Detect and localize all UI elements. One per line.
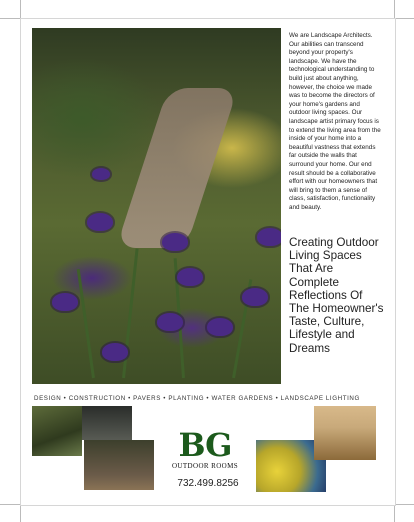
garden-photo bbox=[32, 28, 281, 384]
iris-flower bbox=[52, 293, 78, 311]
intro-paragraph: We are Landscape Architects. Our abilities can transcend beyond your property's landscape. We have the technological understanding to build just about anything, however, the choice we made was to become the directors of your home's gardens and outdoor living spaces. Our landscape artist primary focus is to extend the living area from the inside of your home into a beautiful vastness that extends far outside the walls that surround your home. Our end result should be a collaborative effort with our homeowners that will bring to them a sense of class, satisfaction, functionality and beauty. bbox=[289, 32, 381, 211]
logo-mark: BG bbox=[178, 426, 232, 464]
crop-mark bbox=[394, 504, 395, 522]
crop-mark bbox=[394, 18, 414, 19]
photo-outdoor-table bbox=[84, 440, 154, 490]
crop-mark bbox=[20, 504, 21, 522]
photo-pergola bbox=[314, 406, 376, 460]
iris-flower bbox=[257, 228, 281, 246]
photo-patio-evening bbox=[82, 406, 132, 440]
crop-mark bbox=[394, 0, 395, 18]
company-logo bbox=[170, 426, 240, 470]
iris-flower bbox=[87, 213, 113, 231]
iris-leaf bbox=[122, 249, 139, 379]
iris-leaf bbox=[77, 269, 95, 378]
iris-flower bbox=[242, 288, 268, 306]
crop-mark bbox=[0, 18, 20, 19]
iris-flower bbox=[92, 168, 110, 180]
crop-mark bbox=[20, 0, 21, 18]
headline: Creating Outdoor Living Spaces That Are Complete Reflections Of The Homeowner's Taste, Culture, Lifestyle and Dreams bbox=[289, 236, 384, 355]
iris-flower bbox=[177, 268, 203, 286]
iris-flower bbox=[102, 343, 128, 361]
iris-flower bbox=[162, 233, 188, 251]
iris-flower bbox=[157, 313, 183, 331]
stone-path bbox=[116, 88, 238, 248]
crop-mark bbox=[394, 504, 414, 505]
photo-water-garden bbox=[32, 406, 82, 456]
services-line: DESIGN • CONSTRUCTION • PAVERS • PLANTING • WATER GARDENS • LANDSCAPE LIGHTING bbox=[34, 395, 360, 402]
iris-flower bbox=[207, 318, 233, 336]
phone-number: 732.499.8256 bbox=[177, 478, 239, 489]
logo-tagline: OUTDOOR ROOMS bbox=[171, 462, 239, 470]
crop-mark bbox=[0, 504, 20, 505]
